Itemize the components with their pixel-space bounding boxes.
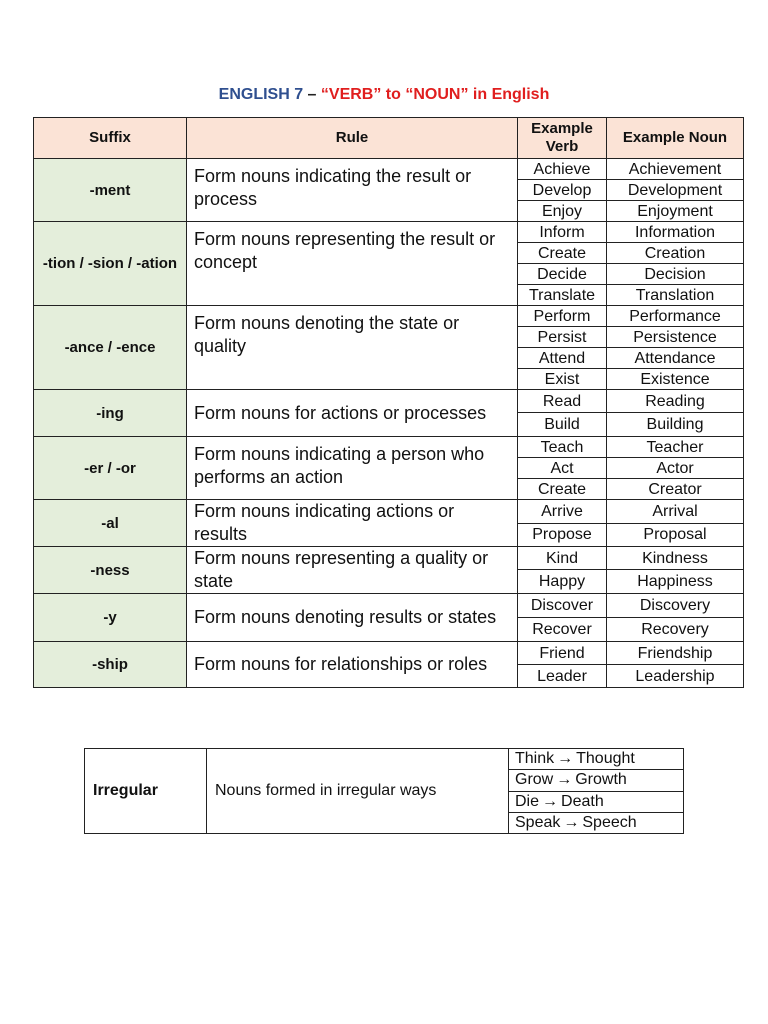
header-example-noun: Example Noun xyxy=(607,118,744,159)
table-row xyxy=(34,594,744,618)
suffix-cell: -ment xyxy=(34,159,187,222)
table-body xyxy=(34,159,744,688)
rule-cell: Form nouns denoting the state or quality xyxy=(187,306,518,390)
example-verb-cell: Friend xyxy=(518,642,607,665)
table-row xyxy=(34,390,744,413)
suffix-cell: -ness xyxy=(34,547,187,594)
irregular-examples xyxy=(509,749,684,834)
irregular-noun: Growth xyxy=(575,771,627,789)
example-noun-cell: Leadership xyxy=(607,665,744,688)
example-noun-cell: Translation xyxy=(607,285,744,306)
example-verb-cell: Propose xyxy=(518,523,607,547)
suffix-cell: -ance / -ence xyxy=(34,306,187,390)
example-verb-cell: Inform xyxy=(518,222,607,243)
suffix-cell: -al xyxy=(34,500,187,547)
example-verb-cell: Teach xyxy=(518,437,607,458)
title-separator: – xyxy=(303,86,321,103)
irregular-table xyxy=(84,748,684,834)
example-noun-cell: Discovery xyxy=(607,594,744,618)
example-noun-cell: Recovery xyxy=(607,618,744,642)
irregular-verb: Die xyxy=(515,792,540,810)
example-verb-cell: Create xyxy=(518,479,607,500)
header-rule: Rule xyxy=(187,118,518,159)
example-noun-cell: Decision xyxy=(607,264,744,285)
example-noun-cell: Reading xyxy=(607,390,744,413)
example-noun-cell: Existence xyxy=(607,369,744,390)
example-noun-cell: Achievement xyxy=(607,159,744,180)
example-noun-cell: Happiness xyxy=(607,570,744,594)
example-verb-cell: Enjoy xyxy=(518,201,607,222)
example-verb-cell: Happy xyxy=(518,570,607,594)
example-verb-cell: Leader xyxy=(518,665,607,688)
example-noun-cell: Persistence xyxy=(607,327,744,348)
title-topic: “VERB” to “NOUN” in English xyxy=(320,86,550,103)
example-verb-cell: Discover xyxy=(518,594,607,618)
rule-cell: Form nouns for relationships or roles xyxy=(187,642,518,688)
example-noun-cell: Proposal xyxy=(607,523,744,547)
rule-cell: Form nouns indicating a person who performs an action xyxy=(187,437,518,500)
irregular-noun: Thought xyxy=(576,750,635,768)
title-course: ENGLISH 7 xyxy=(218,86,304,103)
example-noun-cell: Building xyxy=(607,413,744,437)
example-verb-cell: Translate xyxy=(518,285,607,306)
example-noun-cell: Kindness xyxy=(607,547,744,570)
right-arrow-icon: → xyxy=(557,750,574,768)
irregular-pair xyxy=(509,813,683,833)
table-header-row xyxy=(34,118,744,159)
irregular-label: Irregular xyxy=(85,749,207,834)
example-verb-cell: Read xyxy=(518,390,607,413)
example-verb-cell: Attend xyxy=(518,348,607,369)
example-noun-cell: Enjoyment xyxy=(607,201,744,222)
right-arrow-icon: → xyxy=(556,771,573,789)
example-verb-cell: Create xyxy=(518,243,607,264)
table-row xyxy=(34,547,744,570)
right-arrow-icon: → xyxy=(542,792,559,810)
rule-cell: Form nouns denoting results or states xyxy=(187,594,518,642)
example-verb-cell: Decide xyxy=(518,264,607,285)
irregular-verb: Grow xyxy=(515,771,554,789)
rule-cell: Form nouns representing a quality or state xyxy=(187,547,518,594)
example-verb-cell: Build xyxy=(518,413,607,437)
irregular-noun: Death xyxy=(561,792,604,810)
rule-cell: Form nouns indicating the result or process xyxy=(187,159,518,222)
example-verb-cell: Persist xyxy=(518,327,607,348)
table-row xyxy=(34,500,744,524)
header-example-verb: Example Verb xyxy=(518,118,607,159)
example-noun-cell: Teacher xyxy=(607,437,744,458)
table-row xyxy=(34,306,744,327)
example-noun-cell: Attendance xyxy=(607,348,744,369)
irregular-noun: Speech xyxy=(582,813,637,831)
right-arrow-icon: → xyxy=(563,813,580,831)
example-noun-cell: Creation xyxy=(607,243,744,264)
irregular-pair xyxy=(509,770,683,791)
example-verb-cell: Develop xyxy=(518,180,607,201)
example-verb-cell: Perform xyxy=(518,306,607,327)
example-verb-cell: Exist xyxy=(518,369,607,390)
suffix-table xyxy=(33,117,744,688)
suffix-cell: -ing xyxy=(34,390,187,437)
irregular-row xyxy=(85,749,684,834)
irregular-verb: Think xyxy=(515,750,555,768)
rule-cell: Form nouns representing the result or concept xyxy=(187,222,518,306)
irregular-pair xyxy=(509,749,683,770)
rule-cell: Form nouns for actions or processes xyxy=(187,390,518,437)
header-suffix: Suffix xyxy=(34,118,187,159)
example-verb-cell: Arrive xyxy=(518,500,607,524)
table-row xyxy=(34,159,744,180)
irregular-verb: Speak xyxy=(515,813,561,831)
table-row xyxy=(34,437,744,458)
example-noun-cell: Friendship xyxy=(607,642,744,665)
page-title xyxy=(0,86,768,104)
rule-cell: Form nouns indicating actions or results xyxy=(187,500,518,547)
example-noun-cell: Performance xyxy=(607,306,744,327)
table-row xyxy=(34,222,744,243)
example-verb-cell: Recover xyxy=(518,618,607,642)
example-noun-cell: Creator xyxy=(607,479,744,500)
suffix-cell: -tion / -sion / -ation xyxy=(34,222,187,306)
example-verb-cell: Achieve xyxy=(518,159,607,180)
table-row xyxy=(34,642,744,665)
example-noun-cell: Actor xyxy=(607,458,744,479)
suffix-cell: -ship xyxy=(34,642,187,688)
irregular-description: Nouns formed in irregular ways xyxy=(207,749,509,834)
example-noun-cell: Arrival xyxy=(607,500,744,524)
example-verb-cell: Kind xyxy=(518,547,607,570)
suffix-cell: -y xyxy=(34,594,187,642)
suffix-cell: -er / -or xyxy=(34,437,187,500)
example-noun-cell: Development xyxy=(607,180,744,201)
example-noun-cell: Information xyxy=(607,222,744,243)
irregular-pair xyxy=(509,792,683,813)
example-verb-cell: Act xyxy=(518,458,607,479)
